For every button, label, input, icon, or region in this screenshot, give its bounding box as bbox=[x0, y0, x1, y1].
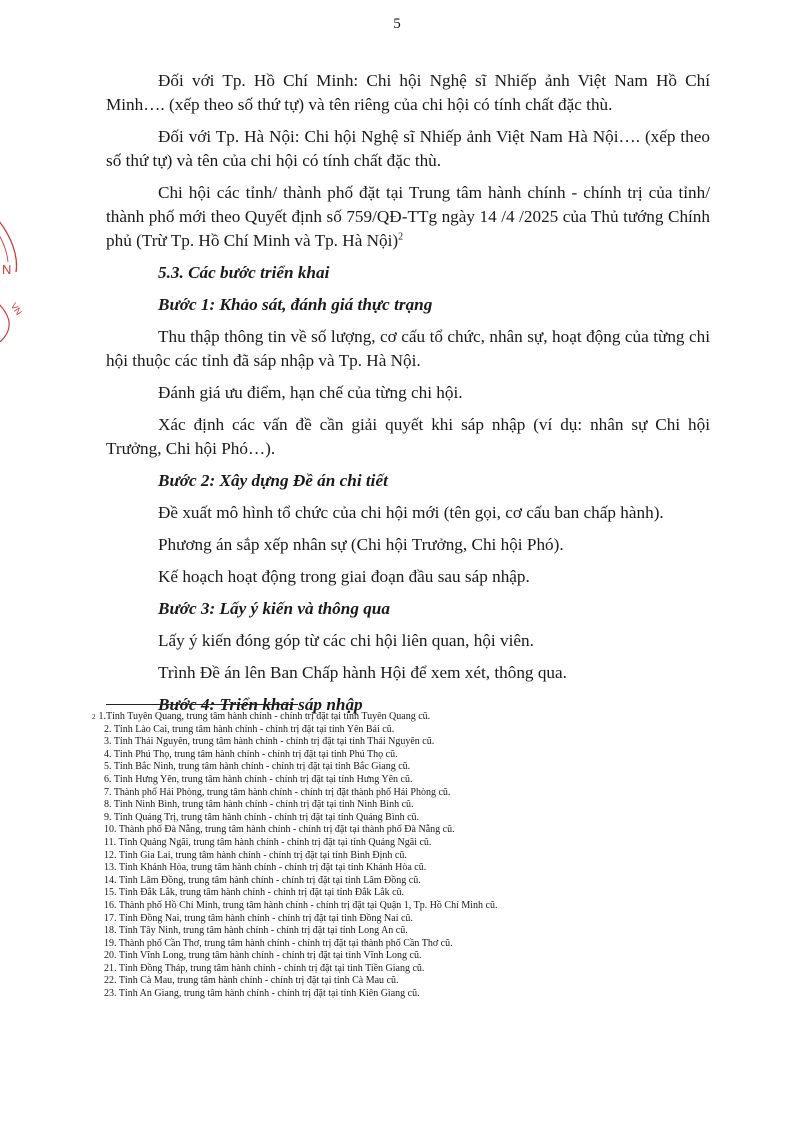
footnote-item: 6. Tỉnh Hưng Yên, trung tâm hành chính - chính trị đặt tại tỉnh Hưng Yên cũ. bbox=[104, 773, 413, 785]
footnote-item: 5. Tỉnh Bắc Ninh, trung tâm hành chính - chính trị đặt tại tỉnh Bắc Giang cũ. bbox=[104, 761, 411, 773]
footnote-item: 22. Tỉnh Cà Mau, trung tâm hành chính - chính trị đặt tại tỉnh Cà Mau cũ. bbox=[104, 975, 399, 987]
paragraph: Thu thập thông tin về số lượng, cơ cấu tổ chức, nhân sự, hoạt động của từng chi hội thuộc các tỉnh đã sáp nhập và Tp. Hà Nội. bbox=[106, 327, 710, 370]
step-heading: Bước 4: Triển khai sáp nhập bbox=[158, 695, 363, 714]
footnote-reference: 2 bbox=[398, 231, 404, 243]
footnote-item: 8. Tỉnh Ninh Bình, trung tâm hành chính - chính trị đặt tại tỉnh Ninh Bình cũ. bbox=[104, 799, 414, 811]
footnote-item: 19. Thành phố Cần Thơ, trung tâm hành chính - chính trị đặt tại thành phố Cần Thơ cũ. bbox=[104, 937, 453, 949]
footnote-item: 17. Tỉnh Đồng Nai, trung tâm hành chính - chính trị đặt tại tỉnh Đồng Nai cũ. bbox=[104, 912, 413, 924]
step-heading: Bước 1: Khảo sát, đánh giá thực trạng bbox=[158, 295, 433, 314]
footnote-item: 20. Tỉnh Vĩnh Long, trung tâm hành chính - chính trị đặt tại tỉnh Vĩnh Long cũ. bbox=[104, 950, 422, 962]
stamp-letters: VN bbox=[8, 301, 24, 317]
footnote-item: $^2$ 1.Tỉnh Tuyên Quang, trung tâm hành chính - chính trị đặt tại tỉnh Tuyên Quang cũ. bbox=[92, 711, 431, 722]
footnote-item: 15. Tỉnh Đắk Lắk, trung tâm hành chính - chính trị đặt tại tỉnh Đắk Lắk cũ. bbox=[104, 887, 405, 899]
footnote-item: 10. Thành phố Đà Nẵng, trung tâm hành chính - chính trị đặt tại thành phố Đà Nẵng cũ. bbox=[104, 824, 455, 836]
footnotes bbox=[92, 711, 712, 1001]
footnote-item: 23. Tỉnh An Giang, trung tâm hành chính - chính trị đặt tại tỉnh Kiên Giang cũ. bbox=[104, 988, 420, 1000]
page-number: 5 bbox=[393, 16, 401, 32]
paragraph: Đánh giá ưu điểm, hạn chế của từng chi hội. bbox=[158, 383, 463, 402]
footnote-item: 13. Tỉnh Khánh Hòa, trung tâm hành chính - chính trị đặt tại tỉnh Khánh Hòa cũ. bbox=[104, 862, 427, 874]
footnote-item: 12. Tỉnh Gia Lai, trung tâm hành chính - chính trị đặt tại tỉnh Bình Định cũ. bbox=[104, 849, 407, 861]
paragraph: Đề xuất mô hình tổ chức của chi hội mới (tên gọi, cơ cấu ban chấp hành). bbox=[158, 503, 664, 522]
footnote-item: 7. Thành phố Hải Phòng, trung tâm hành chính - chính trị đặt thành phố Hải Phòng cũ. bbox=[104, 786, 451, 798]
footnote-mark: 2 bbox=[92, 713, 96, 721]
footnote-item: 3. Tỉnh Thái Nguyên, trung tâm hành chính - chính trị đặt tại tỉnh Thái Nguyên cũ. bbox=[104, 736, 435, 748]
footnote-item: 2. Tỉnh Lào Cai, trung tâm hành chính - chính trị đặt tại tỉnh Yên Bái cũ. bbox=[104, 723, 395, 735]
paragraph: Kế hoạch hoạt động trong giai đoạn đầu sau sáp nhập. bbox=[158, 567, 530, 586]
red-stamp-fragment bbox=[0, 192, 40, 342]
footnote-item: 4. Tỉnh Phú Thọ, trung tâm hành chính - chính trị đặt tại tỉnh Phú Thọ cũ. bbox=[104, 748, 398, 760]
paragraph: Trình Đề án lên Ban Chấp hành Hội để xem xét, thông qua. bbox=[158, 663, 567, 682]
step-heading: Bước 3: Lấy ý kiến và thông qua bbox=[158, 599, 390, 618]
footnote-item: 11. Tỉnh Quảng Ngãi, trung tâm hành chính - chính trị đặt tại tỉnh Quảng Ngãi cũ. bbox=[104, 836, 432, 848]
footnote-item: 18. Tỉnh Tây Ninh, trung tâm hành chính - chính trị đặt tại tỉnh Long An cũ. bbox=[104, 925, 408, 937]
footnote-item: 21. Tỉnh Đồng Tháp, trung tâm hành chính - chính trị đặt tại tỉnh Tiền Giang cũ. bbox=[104, 962, 425, 974]
footnote-item: 16. Thành phố Hồ Chí Minh, trung tâm hành chính - chính trị đặt tại Quận 1, Tp. Hồ Chí Minh cũ. bbox=[104, 899, 498, 911]
document-body bbox=[106, 69, 710, 725]
stamp-letter: N bbox=[2, 262, 12, 277]
footnote-divider bbox=[106, 704, 298, 705]
footnote-item: 9. Tỉnh Quảng Trị, trung tâm hành chính - chính trị đặt tại tỉnh Quảng Bình cũ. bbox=[104, 811, 420, 823]
paragraph: Chi hội các tỉnh/ thành phố đặt tại Trung tâm hành chính - chính trị của tỉnh/ thành phố mới theo Quyết định số 759/QĐ-TTg ngày 14 /4 /2025 của Thủ tướng Chính phủ (Trừ Tp. Hồ Chí Minh và Tp. Hà Nội)$^2$ bbox=[106, 183, 710, 250]
paragraph: Phương án sắp xếp nhân sự (Chi hội Trưởng, Chi hội Phó). bbox=[158, 535, 564, 554]
section-heading: 5.3. Các bước triển khai bbox=[158, 263, 330, 282]
paragraph: Xác định các vấn đề cần giải quyết khi sáp nhập (ví dụ: nhân sự Chi hội Trưởng, Chi hội Phó…). bbox=[106, 415, 710, 458]
paragraph: Lấy ý kiến đóng góp từ các chi hội liên quan, hội viên. bbox=[158, 631, 534, 650]
footnote-item: 14. Tỉnh Lâm Đồng, trung tâm hành chính - chính trị đặt tại tỉnh Lâm Đồng cũ. bbox=[104, 874, 421, 886]
paragraph: Đối với Tp. Hà Nội: Chi hội Nghệ sĩ Nhiếp ảnh Việt Nam Hà Nội…. (xếp theo số thứ tự) và tên của chi hội có tính chất đặc thù. bbox=[106, 127, 710, 170]
step-heading: Bước 2: Xây dựng Đề án chi tiết bbox=[158, 471, 388, 490]
paragraph: Đối với Tp. Hồ Chí Minh: Chi hội Nghệ sĩ Nhiếp ảnh Việt Nam Hồ Chí Minh…. (xếp theo số thứ tự) và tên riêng của chi hội có tính chất đặc thù. bbox=[106, 71, 710, 114]
